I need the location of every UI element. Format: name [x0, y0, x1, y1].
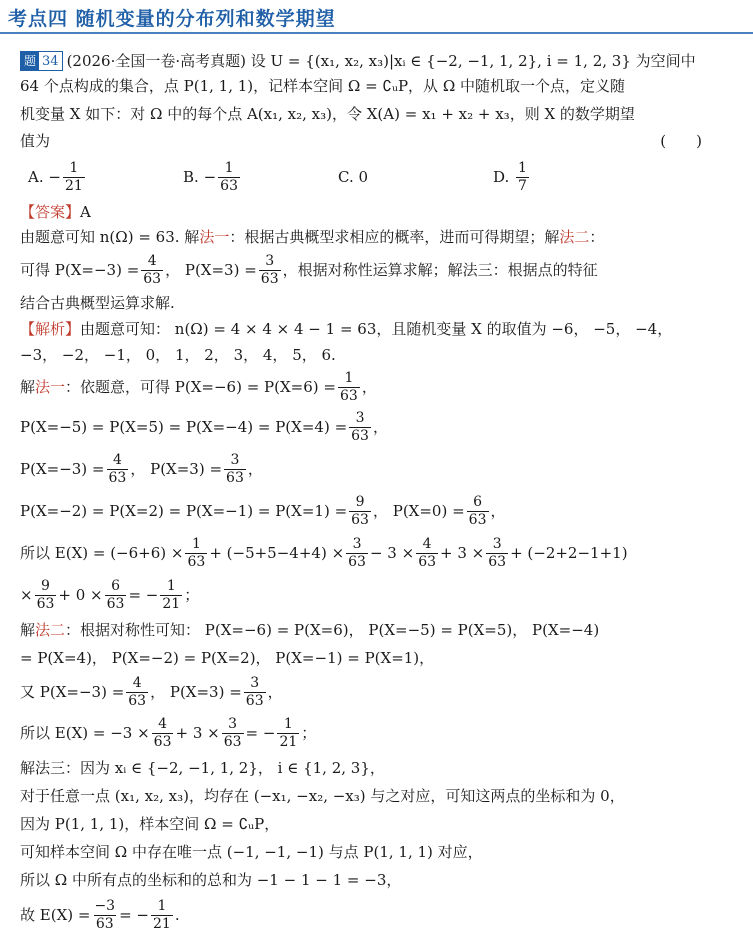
numerator: 1	[69, 160, 79, 177]
analysis-line-2	[20, 342, 732, 368]
choice-label: D.	[493, 167, 510, 186]
question-text: 机变量 X 如下：对 Ω 中的每个点 A(x₁, x₂, x₃)，令 X(A) = x₁ + x₂ + x₃，则 X 的数学期望	[20, 104, 635, 123]
choice-sign: −	[203, 167, 217, 186]
question-number: 34	[42, 53, 59, 69]
fraction	[222, 716, 244, 749]
fraction	[126, 675, 148, 708]
question-icon: 题	[21, 52, 39, 70]
fraction	[338, 370, 360, 403]
denominator: 63	[106, 595, 125, 612]
text: 解法三：因为 xᵢ ∈ {−2, −1, 1, 2}， i ∈ {1, 2, 3}，	[20, 758, 385, 777]
numerator: 3	[230, 452, 240, 469]
answer-summary-3	[20, 290, 732, 316]
question-text: (2026·全国一卷·高考真题) 设 U = {(x₁, x₂, x₃)|xᵢ ∈ {−2, −1, 1, 2}, i = 1, 2, 3} 为空间中	[66, 51, 696, 70]
text: = −	[119, 905, 149, 924]
method1-line-4	[20, 490, 732, 532]
question-text: 64 个点构成的集合，点 P(1, 1, 1)，记样本空间 Ω = ∁ᵤP，从 Ω 中随机取一个点，定义随	[20, 76, 626, 95]
text: = −	[128, 585, 159, 604]
choice-fraction	[63, 160, 85, 193]
choice-c	[338, 167, 493, 186]
text: ，	[247, 459, 263, 478]
text: P(X=−2) = P(X=2) = P(X=−1) = P(X=1) =	[20, 501, 348, 520]
method1-line-1	[20, 368, 732, 406]
text: 所以 Ω 中所有点的坐标和的总和为 −1 − 1 − 1 = −3，	[20, 870, 402, 889]
method3-line-5	[20, 866, 732, 894]
denominator: 63	[187, 553, 206, 570]
question-line-1	[20, 50, 732, 72]
choices-row	[28, 154, 732, 200]
text: 因为 P(1, 1, 1)，样本空间 Ω = ∁ᵤP，	[20, 814, 280, 833]
numerator: 4	[147, 253, 157, 270]
text: ， P(X=3) =	[165, 260, 257, 279]
choice-label: B.	[183, 167, 199, 186]
choice-sign: −	[48, 167, 61, 186]
choice-fraction	[218, 160, 240, 193]
denominator: 63	[418, 553, 437, 570]
denominator: 63	[260, 270, 279, 287]
numerator: 1	[344, 370, 354, 387]
text: ，	[361, 377, 377, 396]
text: ， P(X=3) =	[130, 459, 223, 478]
fraction	[467, 494, 489, 527]
text: ：根据古典概型求相应的概率，进而可得期望；解	[229, 227, 560, 246]
text: 解	[20, 620, 36, 639]
text: 可得 P(X=−3) =	[20, 260, 140, 279]
fraction	[349, 494, 371, 527]
numerator: 6	[111, 578, 120, 595]
text: 所以 E(X) = −3 ×	[20, 723, 150, 742]
numerator: 1	[157, 898, 167, 915]
denominator: 63	[223, 733, 242, 750]
denominator: 63	[488, 553, 507, 570]
text: 由题意可知 n(Ω) = 63. 解	[20, 227, 200, 246]
choice-value: 0	[358, 167, 369, 186]
denominator: 63	[143, 270, 162, 287]
text: P(X=−5) = P(X=5) = P(X=−4) = P(X=4) =	[20, 417, 348, 436]
choice-label: A.	[28, 167, 44, 186]
numerator: 3	[265, 253, 275, 270]
numerator: −3	[94, 898, 116, 915]
numerator: 1	[518, 160, 527, 177]
text: ×	[20, 585, 33, 604]
choice-label: C.	[338, 167, 354, 186]
fraction	[160, 578, 182, 611]
text: ， P(X=0) =	[372, 501, 465, 520]
text: 故 E(X) =	[20, 905, 91, 924]
text: ：根据对称性可知： P(X=−6) = P(X=6)， P(X=−5) = P(X=5)， P(X=−4)	[65, 620, 600, 639]
text: + (−2+2−1+1)	[510, 543, 628, 562]
numerator: 4	[132, 675, 142, 692]
denominator: 63	[348, 553, 366, 570]
denominator: 63	[226, 469, 244, 486]
answer-value: A	[80, 202, 91, 221]
text: ， P(X=3) =	[150, 682, 242, 701]
text: P(X=−3) =	[20, 459, 105, 478]
method3-line-4	[20, 838, 732, 866]
question-line-4	[20, 128, 732, 154]
method1-expectation-1	[20, 532, 732, 574]
choice-a	[28, 160, 183, 193]
fraction	[152, 716, 174, 749]
denominator: 63	[108, 469, 127, 486]
answer-summary-2	[20, 250, 732, 290]
numerator: 3	[352, 536, 362, 553]
method2-line-1	[20, 616, 732, 644]
method3-line-2	[20, 782, 732, 810]
text: ；	[301, 723, 317, 742]
numerator: 4	[112, 452, 122, 469]
numerator: 4	[422, 536, 432, 553]
fraction	[346, 536, 368, 569]
section-title: 考点四 随机变量的分布列和数学期望	[8, 8, 336, 30]
question-line-3	[20, 100, 732, 128]
fraction	[105, 578, 127, 611]
document-body	[20, 50, 732, 936]
denominator: 63	[220, 177, 238, 194]
header-divider	[0, 32, 753, 34]
text: 可知样本空间 Ω 中存在唯一点 (−1, −1, −1) 与点 P(1, 1, 1) 对应，	[20, 842, 483, 861]
method3-line-6	[20, 894, 732, 936]
answer-tag: 【答案】	[20, 202, 81, 221]
question-badge	[20, 51, 63, 71]
numerator: 9	[41, 578, 50, 595]
method1-line-3	[20, 448, 732, 490]
numerator: 3	[228, 716, 238, 733]
question-text: 值为	[20, 131, 51, 150]
text: ；	[184, 585, 200, 604]
text: − 3 ×	[369, 543, 415, 562]
fraction	[35, 578, 57, 611]
method2-line-4	[20, 712, 732, 754]
fraction	[259, 253, 281, 286]
numerator: 3	[250, 675, 260, 692]
text: ：依题意，可得 P(X=−6) = P(X=6) =	[65, 377, 336, 396]
numerator: 9	[355, 494, 365, 511]
text: + 3 ×	[440, 543, 485, 562]
denominator: 21	[64, 177, 83, 194]
denominator: 21	[152, 915, 171, 932]
fraction	[416, 536, 438, 569]
numerator: 1	[191, 536, 201, 553]
text: ：	[589, 227, 605, 246]
fraction	[349, 410, 371, 443]
text: ，	[372, 417, 388, 436]
method3-line-1	[20, 754, 732, 782]
fraction	[185, 536, 207, 569]
answer-summary-1	[20, 224, 732, 250]
method2-line-3	[20, 672, 732, 712]
fraction	[151, 898, 173, 931]
denominator: 63	[351, 511, 369, 528]
section-header	[0, 0, 753, 36]
numerator: 4	[158, 716, 168, 733]
method1-expectation-2	[20, 574, 732, 616]
denominator: 63	[36, 595, 55, 612]
text: + (−5+5−4+4) ×	[209, 543, 345, 562]
text: 解	[20, 377, 36, 396]
method-label: 法二	[35, 620, 66, 639]
text: ，	[267, 682, 283, 701]
method-label: 法一	[35, 377, 66, 396]
question-line-2	[20, 72, 732, 100]
text: = P(X=4)， P(X=−2) = P(X=2)， P(X=−1) = P(X=1)，	[20, 648, 435, 667]
text: 又 P(X=−3) =	[20, 682, 125, 701]
text: 对于任意一点 (x₁, x₂, x₃)，均存在 (−x₁, −x₂, −x₃) 与之对应，可知这两点的坐标和为 0，	[20, 786, 625, 805]
answer-line	[20, 200, 732, 224]
text: 由题意可知： n(Ω) = 4 × 4 × 4 − 1 = 63，且随机变量 X 的取值为 −6， −5， −4，	[80, 319, 673, 338]
denominator: 21	[279, 733, 298, 750]
method3-line-3	[20, 810, 732, 838]
numerator: 1	[283, 716, 293, 733]
numerator: 1	[166, 578, 176, 595]
numerator: 1	[224, 160, 234, 177]
denominator: 63	[468, 511, 487, 528]
fraction	[277, 716, 299, 749]
choice-fraction	[516, 160, 529, 193]
fraction	[486, 536, 508, 569]
method-label: 法一	[199, 227, 230, 246]
method2-line-2	[20, 644, 732, 672]
denominator: 63	[245, 692, 264, 709]
denominator: 21	[162, 595, 181, 612]
text: −3， −2， −1， 0， 1， 2， 3， 4， 5， 6.	[20, 345, 336, 364]
choice-d	[493, 160, 648, 193]
denominator: 63	[128, 692, 147, 709]
text: .	[174, 905, 180, 924]
text: 所以 E(X) = (−6+6) ×	[20, 543, 184, 562]
text: + 0 ×	[58, 585, 103, 604]
denominator: 63	[153, 733, 172, 750]
fraction	[107, 452, 129, 485]
text: ，	[490, 501, 506, 520]
numerator: 6	[473, 494, 483, 511]
denominator: 7	[518, 177, 527, 194]
fraction	[244, 675, 266, 708]
fraction	[92, 898, 117, 931]
numerator: 3	[492, 536, 502, 553]
fraction	[224, 452, 246, 485]
text: + 3 ×	[175, 723, 220, 742]
fraction	[141, 253, 163, 286]
numerator: 3	[355, 410, 365, 427]
text: ，根据对称性运算求解；解法三：根据点的特征	[282, 260, 598, 279]
choice-b	[183, 160, 338, 193]
method1-line-2	[20, 406, 732, 448]
analysis-tag: 【解析】	[20, 319, 81, 338]
denominator: 63	[339, 387, 358, 404]
answer-blank: ( )	[660, 131, 702, 150]
denominator: 63	[95, 915, 114, 932]
text: 结合古典概型运算求解.	[20, 293, 175, 312]
method-label: 法二	[559, 227, 590, 246]
text: = −	[245, 723, 276, 742]
analysis-line-1	[20, 316, 732, 342]
denominator: 63	[351, 427, 369, 444]
